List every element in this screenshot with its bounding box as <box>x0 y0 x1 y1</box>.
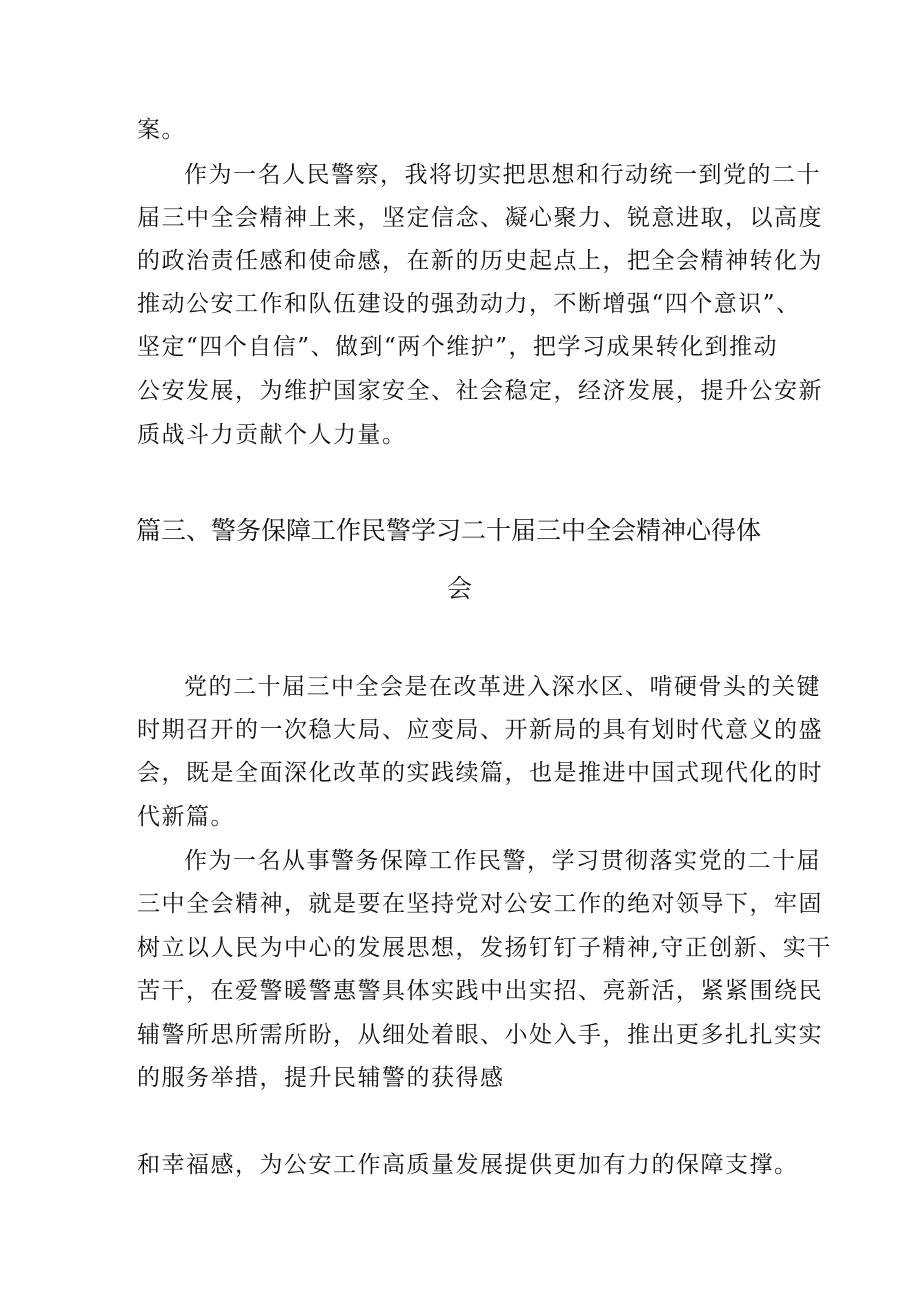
section-title-continued: 会 <box>447 574 473 603</box>
text-line: 和幸福感，为公安工作高质量发展提供更加有力的保障支撑。 <box>137 1152 799 1178</box>
text-line: 树立以人民为中心的发展思想，发扬钉钉子精神,守正创新、实干 <box>137 935 832 961</box>
text-line: 辅警所思所需所盼，从细处着眼、小处入手，推出更多扎扎实实 <box>137 1022 823 1048</box>
text-line: 会，既是全面深化改革的实践续篇，也是推进中国式现代化的时 <box>137 760 823 786</box>
text-line: 坚定“四个自信”、做到“两个维护”，把学习成果转化到推动 <box>137 334 779 360</box>
paragraph-first-line: 作为一名人民警察，我将切实把思想和行动统一到党的二十 <box>184 162 821 188</box>
text-line: 时期召开的一次稳大局、应变局、开新局的具有划时代意义的盛 <box>137 717 823 743</box>
text-line: 质战斗力贡献个人力量。 <box>137 422 407 448</box>
text-line: 的服务举措，提升民辅警的获得感 <box>137 1065 505 1091</box>
text-line: 三中全会精神，就是要在坚持党对公安工作的绝对领导下，牢固 <box>137 891 823 917</box>
section-title: 篇三、警务保障工作民警学习二十届三中全会精神心得体 <box>136 516 762 545</box>
text-line: 代新篇。 <box>137 804 235 830</box>
text-line: 案。 <box>137 117 186 143</box>
text-line: 推动公安工作和队伍建设的强劲动力，不断增强“四个意识”、 <box>137 291 801 317</box>
text-line: 公安发展，为维护国家安全、社会稳定，经济发展，提升公安新 <box>137 378 823 404</box>
paragraph-first-line: 党的二十届三中全会是在改革进入深水区、啃硬骨头的关键 <box>184 674 821 700</box>
paragraph-first-line: 作为一名从事警务保障工作民警，学习贯彻落实党的二十届 <box>184 848 821 874</box>
text-line: 届三中全会精神上来，坚定信念、凝心聚力、锐意进取，以高度 <box>137 205 823 231</box>
text-line: 苦干，在爱警暖警惠警具体实践中出实招、亮新活，紧紧围绕民 <box>137 978 823 1004</box>
text-line: 的政治责任感和使命感，在新的历史起点上，把全会精神转化为 <box>137 248 823 274</box>
